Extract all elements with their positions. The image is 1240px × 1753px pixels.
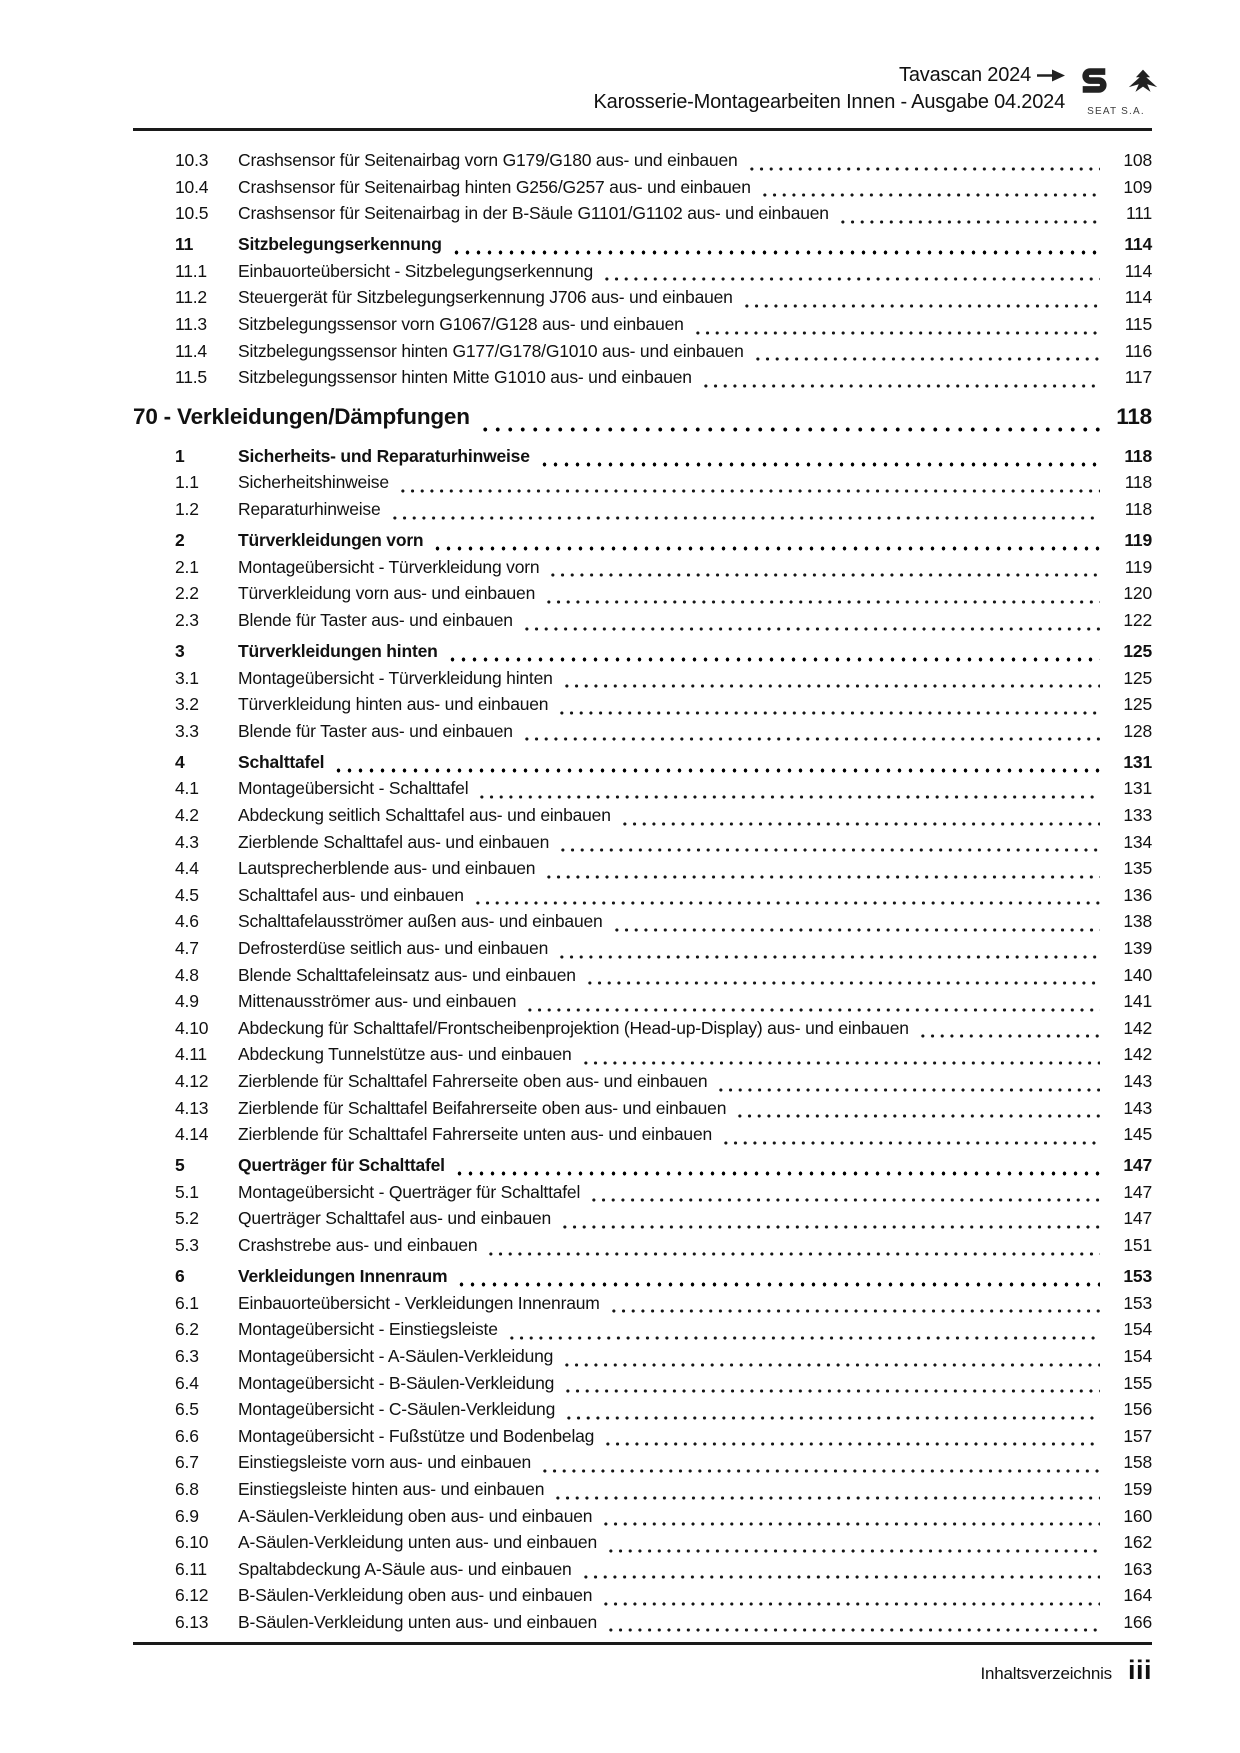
toc-entry-title: Mittenausströmer aus- und einbauen <box>238 991 517 1012</box>
toc-entry-page: 133 <box>1123 805 1152 826</box>
toc-entry-page: 153 <box>1123 1292 1152 1313</box>
toc-dot-leader <box>606 1532 1100 1559</box>
toc-entry-title: Verkleidungen Innenraum <box>238 1266 448 1287</box>
toc-entry-title: Querträger für Schalttafel <box>238 1155 445 1176</box>
toc-chapter-row <box>133 404 1152 440</box>
toc-row <box>133 858 1152 885</box>
toc-dot-leader <box>562 668 1100 695</box>
toc-row <box>133 1018 1152 1045</box>
toc-entry-title: Abdeckung Tunnelstütze aus- und einbauen <box>238 1044 572 1065</box>
toc-dot-leader <box>612 911 1100 938</box>
toc-dot-leader <box>564 1399 1100 1426</box>
toc-entry-title: Crashsensor für Seitenairbag vorn G179/G180 aus- und einbauen <box>238 150 738 170</box>
toc-row <box>133 261 1152 288</box>
toc-entry-number: 4.8 <box>175 964 199 985</box>
toc-entry-number: 6.6 <box>175 1425 199 1446</box>
toc-entry-number: 6.5 <box>175 1399 199 1420</box>
toc-entry-number: 6.4 <box>175 1372 199 1393</box>
toc-entry-number: 6.11 <box>175 1558 207 1579</box>
toc-entry-number: 4.7 <box>175 938 199 959</box>
toc-row <box>133 1479 1152 1506</box>
toc-entry-title: Sitzbelegungserkennung <box>238 234 442 255</box>
toc-entry-title: Sicherheitshinweise <box>238 472 389 493</box>
toc-dot-leader <box>589 1182 1100 1209</box>
toc-entry-page: 125 <box>1123 641 1152 661</box>
toc-row <box>133 472 1152 499</box>
toc-entry-page: 166 <box>1123 1611 1152 1632</box>
toc-dot-leader <box>447 641 1100 668</box>
toc-entry-number: 10.3 <box>175 150 209 170</box>
toc-dot-leader <box>716 1071 1100 1098</box>
toc-entry-page: 154 <box>1123 1319 1152 1340</box>
toc-row <box>133 805 1152 832</box>
toc-row <box>133 150 1152 177</box>
toc-row <box>133 694 1152 721</box>
toc-entry-title: Montageübersicht - A-Säulen-Verkleidung <box>238 1345 554 1366</box>
toc-entry-title: A-Säulen-Verkleidung oben aus- und einbauen <box>238 1505 593 1526</box>
toc-entry-title: Türverkleidungen vorn <box>238 530 424 551</box>
toc-row <box>133 1155 1152 1182</box>
toc-dot-leader <box>473 885 1100 912</box>
toc-dot-leader <box>563 1373 1100 1400</box>
header-doc-line: Karosserie-Montagearbeiten Innen - Ausgabe 04.2024 <box>593 91 1065 113</box>
toc-entry-page: 159 <box>1123 1478 1152 1499</box>
toc-entry-title: 70 - Verkleidungen/Dämpfungen <box>133 403 470 429</box>
toc-entry-number: 4.5 <box>175 884 199 905</box>
toc-entry-title: Einstiegsleiste vorn aus- und einbauen <box>238 1452 532 1473</box>
toc-entry-number: 6.3 <box>175 1345 199 1366</box>
toc-entry-title: Defrosterdüse seitlich aus- und einbauen <box>238 938 549 959</box>
toc-row <box>133 557 1152 584</box>
toc-entry-title: Montageübersicht - C-Säulen-Verkleidung <box>238 1399 556 1420</box>
toc-entry-page: 142 <box>1123 1017 1152 1038</box>
toc-row <box>133 965 1152 992</box>
toc-entry-title: Blende für Taster aus- und einbauen <box>238 720 513 741</box>
toc-entry-number: 6.7 <box>175 1452 199 1473</box>
toc-entry-number: 4.6 <box>175 911 199 932</box>
toc-row <box>133 1426 1152 1453</box>
toc-entry-page: 109 <box>1123 176 1152 197</box>
toc-dot-leader <box>735 1098 1100 1125</box>
toc-entry-number: 4.11 <box>175 1044 207 1065</box>
seat-logo-icon <box>1078 66 1110 101</box>
toc-row <box>133 341 1152 368</box>
toc-entry-title: A-Säulen-Verkleidung unten aus- und einbauen <box>238 1532 597 1553</box>
toc-row <box>133 1373 1152 1400</box>
toc-entry-title: Zierblende Schalttafel aus- und einbauen <box>238 831 550 852</box>
toc-entry-title: Montageübersicht - Querträger für Schalttafel <box>238 1181 581 1202</box>
toc-dot-leader <box>609 1293 1100 1320</box>
toc-entry-page: 128 <box>1123 720 1152 741</box>
toc-row <box>133 1098 1152 1125</box>
toc-entry-page: 135 <box>1123 858 1152 879</box>
toc-entry-number: 5 <box>175 1155 185 1176</box>
toc-entry-title: Spaltabdeckung A-Säule aus- und einbauen <box>238 1558 572 1579</box>
toc-dot-leader <box>432 530 1100 557</box>
toc-dot-leader <box>693 314 1100 341</box>
toc-entry-title: Lautsprecherblende aus- und einbauen <box>238 858 536 879</box>
toc-dot-leader <box>601 1585 1100 1612</box>
toc-entry-title: Blende für Taster aus- und einbauen <box>238 609 513 630</box>
toc-row <box>133 446 1152 473</box>
toc-entry-number: 1.2 <box>175 499 199 520</box>
toc-row <box>133 610 1152 637</box>
toc-entry-number: 10.5 <box>175 203 209 224</box>
toc-entry-page: 134 <box>1123 831 1152 852</box>
toc-dot-leader <box>562 1346 1100 1373</box>
toc-dot-leader <box>601 1506 1100 1533</box>
toc-entry-title: Crashsensor für Seitenairbag hinten G256/G257 aus- und einbauen <box>238 176 751 197</box>
cupra-logo-icon <box>1126 67 1160 100</box>
toc-entry-number: 4 <box>175 751 185 772</box>
toc-entry-title: Abdeckung für Schalttafel/Frontscheibenprojektion (Head-up-Display) aus- und einbauen <box>238 1017 909 1038</box>
toc-dot-leader <box>606 1612 1100 1639</box>
header-model-line <box>594 62 1065 89</box>
toc-dot-leader <box>477 778 1100 805</box>
toc-entry-title: Montageübersicht - B-Säulen-Verkleidung <box>238 1372 555 1393</box>
toc-dot-leader <box>454 1155 1100 1182</box>
toc-entry-title: Steuergerät für Sitzbelegungserkennung J706 aus- und einbauen <box>238 287 733 308</box>
toc-dot-leader <box>620 805 1100 832</box>
toc-entry-title: Abdeckung seitlich Schalttafel aus- und einbauen <box>238 805 611 826</box>
toc-entry-title: Sitzbelegungssensor hinten Mitte G1010 aus- und einbauen <box>238 367 692 388</box>
toc-entry-page: 151 <box>1123 1235 1152 1256</box>
toc-entry-page: 153 <box>1123 1266 1152 1287</box>
toc-row <box>133 1124 1152 1151</box>
right-arrow-icon <box>1037 63 1065 89</box>
toc-entry-number: 5.2 <box>175 1208 199 1229</box>
toc-list <box>133 150 1152 1638</box>
toc-dot-leader <box>558 832 1100 859</box>
toc-entry-number: 4.1 <box>175 778 199 799</box>
toc-entry-title: Schalttafelausströmer außen aus- und einbauen <box>238 911 603 932</box>
toc-row <box>133 1182 1152 1209</box>
toc-entry-number: 4.14 <box>175 1124 209 1145</box>
toc-entry-number: 11.3 <box>175 314 207 335</box>
toc-entry-number: 6.12 <box>175 1585 209 1606</box>
toc-entry-page: 125 <box>1123 667 1152 688</box>
toc-row <box>133 583 1152 610</box>
toc-dot-leader <box>525 991 1100 1018</box>
toc-dot-leader <box>585 965 1100 992</box>
toc-entry-number: 11.5 <box>175 367 207 388</box>
toc-dot-leader <box>560 1208 1100 1235</box>
toc-dot-leader <box>557 694 1100 721</box>
toc-dot-leader <box>557 938 1100 965</box>
toc-dot-leader <box>553 1479 1100 1506</box>
toc-dot-leader <box>548 557 1100 584</box>
toc-entry-number: 3.2 <box>175 694 199 715</box>
toc-row <box>133 641 1152 668</box>
toc-entry-page: 119 <box>1124 530 1152 551</box>
toc-entry-page: 114 <box>1124 234 1152 255</box>
toc-entry-title: Blende Schalttafeleinsatz aus- und einbauen <box>238 964 576 985</box>
toc-entry-page: 125 <box>1123 694 1152 715</box>
toc-entry-page: 156 <box>1123 1399 1152 1420</box>
toc-row <box>133 314 1152 341</box>
toc-row <box>133 367 1152 394</box>
toc-entry-number: 4.3 <box>175 831 199 852</box>
toc-dot-leader <box>544 858 1100 885</box>
toc-entry-page: 163 <box>1123 1558 1152 1579</box>
toc-row <box>133 885 1152 912</box>
toc-row <box>133 1559 1152 1586</box>
toc-entry-title: Zierblende für Schalttafel Beifahrerseite oben aus- und einbauen <box>238 1097 727 1118</box>
toc-entry-page: 114 <box>1124 287 1152 308</box>
toc-row <box>133 1612 1152 1639</box>
toc-row <box>133 530 1152 557</box>
toc-entry-page: 143 <box>1123 1071 1152 1091</box>
toc-dot-leader <box>602 261 1100 288</box>
toc-entry-page: 147 <box>1123 1181 1152 1202</box>
toc-entry-page: 140 <box>1123 964 1152 985</box>
toc-entry-number: 3 <box>175 641 185 661</box>
toc-entry-number: 11.1 <box>175 260 207 281</box>
toc-row <box>133 1293 1152 1320</box>
toc-dot-leader <box>747 150 1100 177</box>
toc-entry-number: 3.3 <box>175 720 199 741</box>
page-footer <box>133 1642 1152 1686</box>
footer-section-label: Inhaltsverzeichnis <box>980 1664 1112 1683</box>
toc-row <box>133 1585 1152 1612</box>
toc-entry-number: 4.13 <box>175 1097 209 1118</box>
toc-entry-page: 131 <box>1123 751 1152 772</box>
toc-row <box>133 1532 1152 1559</box>
toc-entry-number: 3.1 <box>175 667 199 688</box>
toc-dot-leader <box>721 1124 1100 1151</box>
toc-entry-number: 6.13 <box>175 1611 209 1632</box>
toc-dot-leader <box>451 234 1100 261</box>
toc-row <box>133 668 1152 695</box>
toc-entry-number: 6.8 <box>175 1478 199 1499</box>
toc-dot-leader <box>398 472 1100 499</box>
toc-entry-page: 108 <box>1123 150 1152 170</box>
toc-entry-page: 147 <box>1123 1208 1152 1229</box>
toc-entry-title: Reparaturhinweise <box>238 499 381 520</box>
toc-entry-title: Crashstrebe aus- und einbauen <box>238 1235 478 1256</box>
toc-entry-title: Montageübersicht - Schalttafel <box>238 778 469 799</box>
toc-entry-number: 4.4 <box>175 858 199 879</box>
toc-row <box>133 287 1152 314</box>
toc-dot-leader <box>753 341 1100 368</box>
toc-entry-title: B-Säulen-Verkleidung oben aus- und einbauen <box>238 1585 593 1606</box>
toc-entry-title: Einbauorteübersicht - Sitzbelegungserkennung <box>238 260 594 281</box>
toc-dot-leader <box>540 1452 1100 1479</box>
toc-row <box>133 1044 1152 1071</box>
toc-row <box>133 1208 1152 1235</box>
toc-entry-title: Zierblende für Schalttafel Fahrerseite oben aus- und einbauen <box>238 1071 708 1091</box>
footer-page-number: iii <box>1127 1655 1152 1685</box>
toc-dot-leader <box>522 610 1100 637</box>
toc-entry-page: 139 <box>1123 938 1152 959</box>
toc-entry-number: 4.10 <box>175 1017 209 1038</box>
toc-entry-title: Schalttafel aus- und einbauen <box>238 884 464 905</box>
toc-entry-number: 2.1 <box>175 556 199 577</box>
toc-row <box>133 499 1152 526</box>
toc-entry-page: 118 <box>1124 445 1152 466</box>
toc-entry-page: 142 <box>1123 1044 1152 1065</box>
toc-entry-page: 119 <box>1124 556 1152 577</box>
toc-entry-number: 2.3 <box>175 609 199 630</box>
toc-entry-number: 5.1 <box>175 1181 199 1202</box>
toc-entry-page: 118 <box>1124 499 1152 520</box>
page-header <box>594 62 1065 115</box>
toc-entry-page: 141 <box>1123 991 1152 1012</box>
toc-entry-page: 154 <box>1123 1345 1152 1366</box>
toc-row <box>133 1071 1152 1098</box>
toc-row <box>133 1319 1152 1346</box>
toc-row <box>133 778 1152 805</box>
toc-dot-leader <box>760 177 1100 204</box>
toc-entry-number: 11 <box>175 234 194 255</box>
toc-entry-number: 4.2 <box>175 805 199 826</box>
toc-row <box>133 234 1152 261</box>
toc-entry-title: Türverkleidung hinten aus- und einbauen <box>238 694 549 715</box>
toc-entry-page: 164 <box>1123 1585 1152 1606</box>
toc-entry-title: Einstiegsleiste hinten aus- und einbauen <box>238 1478 545 1499</box>
toc-entry-title: B-Säulen-Verkleidung unten aus- und einbauen <box>238 1611 597 1632</box>
toc-entry-page: 138 <box>1123 911 1152 932</box>
toc-entry-page: 158 <box>1123 1452 1152 1473</box>
toc-entry-title: Türverkleidungen hinten <box>238 641 438 661</box>
toc-entry-number: 2.2 <box>175 583 199 604</box>
toc-entry-title: Montageübersicht - Fußstütze und Bodenbelag <box>238 1425 595 1446</box>
toc-entry-page: 115 <box>1124 314 1152 335</box>
toc-dot-leader <box>390 499 1100 526</box>
toc-entry-page: 117 <box>1124 367 1152 388</box>
toc-dot-leader <box>918 1018 1100 1045</box>
toc-entry-page: 143 <box>1123 1097 1152 1118</box>
toc-dot-leader <box>603 1426 1100 1453</box>
toc-entry-page: 111 <box>1125 203 1152 224</box>
toc-dot-leader <box>742 287 1100 314</box>
toc-dot-leader <box>544 583 1100 610</box>
toc-row <box>133 991 1152 1018</box>
toc-entry-number: 6 <box>175 1266 185 1287</box>
toc-row <box>133 177 1152 204</box>
toc-row <box>133 938 1152 965</box>
toc-entry-page: 131 <box>1123 778 1152 799</box>
toc-entry-number: 6.1 <box>175 1292 199 1313</box>
toc-row <box>133 911 1152 938</box>
toc-entry-number: 6.2 <box>175 1319 199 1340</box>
toc-entry-title: Montageübersicht - Türverkleidung vorn <box>238 556 540 577</box>
toc-entry-title: Einbauorteübersicht - Verkleidungen Innenraum <box>238 1292 600 1313</box>
toc-entry-page: 118 <box>1116 403 1152 429</box>
toc-entry-number: 10.4 <box>175 176 209 197</box>
manufacturer-logo <box>1078 66 1154 117</box>
toc-row <box>133 1506 1152 1533</box>
toc-dot-leader <box>479 404 1100 440</box>
toc-entry-page: 120 <box>1123 583 1152 604</box>
toc-entry-title: Sitzbelegungssensor hinten G177/G178/G1010 aus- und einbauen <box>238 340 744 361</box>
toc-entry-page: 136 <box>1123 884 1152 905</box>
toc-entry-title: Sitzbelegungssensor vorn G1067/G128 aus- und einbauen <box>238 314 684 335</box>
toc-entry-number: 4.12 <box>175 1071 209 1091</box>
toc-dot-leader <box>456 1266 1100 1293</box>
toc-entry-number: 6.9 <box>175 1505 199 1526</box>
toc-entry-number: 6.10 <box>175 1532 209 1553</box>
toc-dot-leader <box>581 1559 1100 1586</box>
toc-row <box>133 721 1152 748</box>
toc-entry-page: 114 <box>1124 260 1152 281</box>
toc-row <box>133 1346 1152 1373</box>
toc-row <box>133 752 1152 779</box>
toc-entry-title: Querträger Schalttafel aus- und einbauen <box>238 1208 552 1229</box>
toc-entry-page: 155 <box>1123 1372 1152 1393</box>
toc-entry-number: 2 <box>175 530 185 551</box>
toc-entry-title: Crashsensor für Seitenairbag in der B-Säule G1101/G1102 aus- und einbauen <box>238 203 829 224</box>
toc-entry-title: Zierblende für Schalttafel Fahrerseite unten aus- und einbauen <box>238 1124 713 1145</box>
toc-row <box>133 1399 1152 1426</box>
header-model-text: Tavascan 2024 <box>899 64 1031 86</box>
logo-caption: SEAT S.A. <box>1087 106 1145 117</box>
toc-dot-leader <box>333 752 1100 779</box>
toc-entry-title: Montageübersicht - Einstiegsleiste <box>238 1319 498 1340</box>
toc-entry-number: 1 <box>175 445 185 466</box>
toc-dot-leader <box>701 367 1100 394</box>
toc-entry-page: 162 <box>1123 1532 1152 1553</box>
toc-entry-number: 4.9 <box>175 991 199 1012</box>
toc-dot-leader <box>486 1235 1100 1262</box>
toc-row <box>133 1452 1152 1479</box>
toc-entry-page: 118 <box>1124 472 1152 493</box>
toc-entry-page: 147 <box>1123 1155 1152 1176</box>
toc-entry-number: 11.2 <box>175 287 207 308</box>
toc-dot-leader <box>522 721 1100 748</box>
toc-dot-leader <box>581 1044 1100 1071</box>
toc-entry-title: Schalttafel <box>238 751 325 772</box>
toc-entry-page: 145 <box>1123 1124 1152 1145</box>
header-rule <box>133 128 1152 131</box>
toc-row <box>133 832 1152 859</box>
toc-entry-page: 122 <box>1123 609 1152 630</box>
toc-entry-page: 160 <box>1123 1505 1152 1526</box>
toc-entry-number: 11.4 <box>175 340 207 361</box>
toc-entry-title: Türverkleidung vorn aus- und einbauen <box>238 583 536 604</box>
toc-entry-number: 5.3 <box>175 1235 199 1256</box>
toc-entry-page: 116 <box>1124 340 1152 361</box>
toc-entry-number: 1.1 <box>175 472 199 493</box>
toc-entry-title: Montageübersicht - Türverkleidung hinten <box>238 667 553 688</box>
toc-dot-leader <box>838 203 1100 230</box>
toc-dot-leader <box>539 446 1100 473</box>
toc-row <box>133 203 1152 230</box>
toc-row <box>133 1235 1152 1262</box>
toc-dot-leader <box>507 1319 1100 1346</box>
toc-row <box>133 1266 1152 1293</box>
toc-entry-page: 157 <box>1123 1425 1152 1446</box>
toc-entry-title: Sicherheits- und Reparaturhinweise <box>238 445 530 466</box>
